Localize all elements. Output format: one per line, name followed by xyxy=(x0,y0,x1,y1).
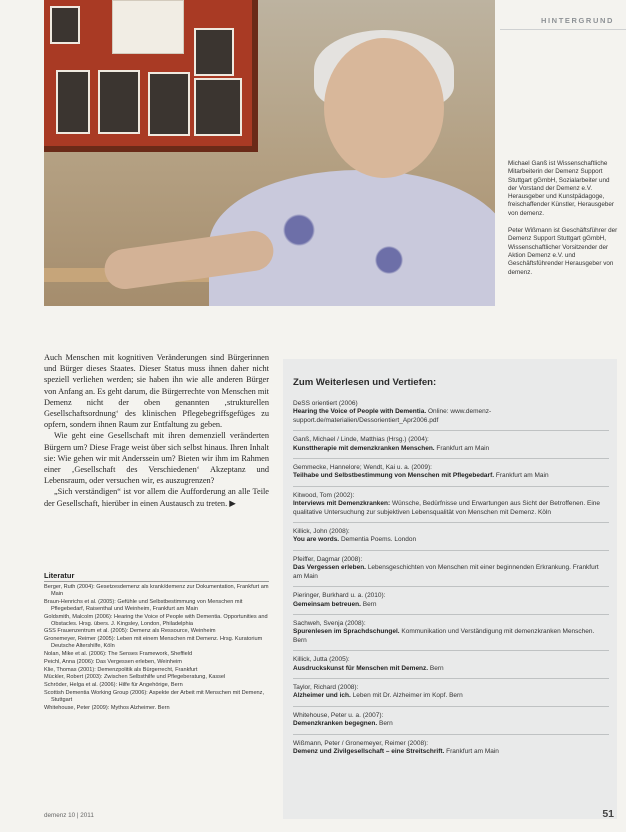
entry-title: You are words. xyxy=(293,536,340,544)
literature-item: GSS Frauenzentrum et al. (2005): Demenz als Ressource, Weinheim xyxy=(44,628,216,635)
pinned-photo xyxy=(148,72,190,136)
reading-entry xyxy=(293,492,609,523)
pinned-document xyxy=(112,0,184,54)
entry-author: Gemmecke, Hannelore; Wendt, Kai u. a. (2009): xyxy=(293,464,432,472)
pinned-photo xyxy=(194,28,234,76)
literature-rule xyxy=(44,581,269,582)
entry-author: DeSS orientiert (2006) xyxy=(293,400,358,407)
pinned-photo xyxy=(56,70,90,134)
reading-entry xyxy=(293,592,609,615)
entry-author: Kitwood, Tom (2002): xyxy=(293,491,355,499)
photo-face xyxy=(324,38,444,178)
entry-rest: Kommunikation und Verständigung mit demenzkranken Menschen. Bern xyxy=(293,628,595,644)
entry-title: Interviews mit Demenzkranken: xyxy=(293,500,391,508)
reading-entry xyxy=(293,656,609,679)
further-reading-title: Zum Weiterlesen und Vertiefen: xyxy=(293,377,437,388)
article-body xyxy=(44,352,269,509)
section-label: HINTERGRUND xyxy=(540,16,614,25)
entry-rest: Bern xyxy=(362,600,377,608)
entry-rest: Frankfurt am Main xyxy=(495,472,549,480)
author-sidebar xyxy=(508,160,620,286)
literature-item: Braun-Henrichs et al. (2005): Gefühle und Selbstbestimmung von Menschen mit Pflegebedarf, Raisenthal und Weinheim, Frankfurt am Main xyxy=(44,598,243,612)
literature-item: Mückler, Robert (2003): Zwischen Selbsthilfe und Pflegeberatung, Kassel xyxy=(44,674,226,681)
reading-entry xyxy=(293,436,609,459)
body-paragraph: Auch Menschen mit kognitiven Veränderungen sind Bürgerinnen und Bürger dieses Staates. Dieser Status muss ihnen daher nicht speziell verliehen werden; sie haben ihn wie alle anderen Bürger von Anfang an. Es geht darum, die Bürgerrechte von Menschen mit Demenz nicht der oben genannten ‚strukturellen Gesellschaftsordnung‘ des klinischen Pflegebegriffsgefüges zu opfern, sondern ihnen Raum zur Entfaltung zu geben. xyxy=(44,353,269,430)
entry-title: Teilhabe und Selbstbestimmung von Menschen mit Pflegebedarf. xyxy=(293,472,495,480)
reading-entry xyxy=(293,556,609,587)
entry-title: Hearing the Voice of People with Dementia. xyxy=(293,408,427,416)
entry-rest: Dementia Poems. London xyxy=(340,536,417,544)
literature-item: Scottish Dementia Working Group (2006): Aspekte der Arbeit mit Menschen mit Demenz, Stuttgart xyxy=(44,689,265,703)
entry-rest: Frankfurt am Main xyxy=(436,444,490,452)
literature-item: Schröder, Helga et al. (2006): Hilfe für Angehörige, Bern xyxy=(44,682,183,689)
entry-title: Ausdruckskunst für Menschen mit Demenz. xyxy=(293,664,429,672)
entry-title: Das Vergessen erleben. xyxy=(293,564,366,572)
entry-title: Demenzkranken begegnen. xyxy=(293,720,378,728)
entry-author: Whitehouse, Peter u. a. (2007): xyxy=(293,711,384,719)
entry-author: Sachweh, Svenja (2008): xyxy=(293,619,366,627)
portrait-photo xyxy=(44,0,495,306)
body-paragraph: „Sich verständigen“ ist vor allem die Aufforderung an alle Teile der Gesellschaft, hierüber in einen Austausch zu treten. ▶ xyxy=(44,487,269,508)
literature-item: Klie, Thomas (2001): Demenzpolitik als Bürgerrecht, Frankfurt xyxy=(44,666,198,673)
entry-title: Demenz und Zivilgesellschaft – eine Streitschrift. xyxy=(293,747,445,755)
entry-rest: Leben mit Dr. Alzheimer im Kopf. Bern xyxy=(352,692,463,700)
entry-rest: Frankfurt am Main xyxy=(446,747,499,755)
pinned-photo xyxy=(98,70,140,134)
entry-rest: Bern xyxy=(429,664,444,672)
entry-rest: Lebensgeschichten von Menschen mit einer beginnenden Erkrankung. Frankfurt am Main xyxy=(293,564,599,580)
entry-rest: Bern xyxy=(378,720,393,728)
reading-entry xyxy=(293,740,609,762)
further-reading-box xyxy=(283,359,617,819)
entry-author: Wißmann, Peter / Gronemeyer, Reimer (2008): xyxy=(293,739,429,747)
section-rule xyxy=(500,29,626,30)
literature-item: Nolan, Mike et al. (2006): The Senses Framework, Sheffield xyxy=(44,650,193,657)
entry-title: Kunsttherapie mit demenzkranken Menschen. xyxy=(293,444,435,452)
literature-list xyxy=(44,584,269,713)
literature-item: Peichl, Anna (2006): Das Vergessen erleben, Weinheim xyxy=(44,658,182,665)
literature-item: Whitehouse, Peter (2009): Mythos Alzheimer. Bern xyxy=(44,704,170,711)
further-reading-list xyxy=(293,400,609,766)
literature-item: Berger, Ruth (2004): Gesetzesdemenz als krank/demenz zur Dokumentation, Frankfurt am Main xyxy=(44,584,269,597)
entry-author: Ganß, Michael / Linde, Matthias (Hrsg.) (2004): xyxy=(293,436,429,444)
author-bio-wissmann: Peter Wißmann ist Geschäftsführer der Demenz Support Stuttgart gGmbH, Wissenschaftlicher Vorsitzender der Aktion Demenz e.V. und Geschäftsführender Herausgeber von demenz. xyxy=(508,227,618,276)
reading-entry xyxy=(293,620,609,651)
author-bio-ganss: Michael Ganß ist Wissenschaftliche Mitarbeiterin der Demenz Support Stuttgart gGmbH, Sozialarbeiter und der Vorstand der Demenz e.V. Herausgeber und Kunstpädagoge, freischaffender Künstler, Herausgeber von demenz. xyxy=(508,160,614,217)
photo-pinboard xyxy=(44,0,258,152)
pinned-photo xyxy=(194,78,242,136)
entry-rest: Online: www.demenz-support.de/materialien/Dessorientiert_Apr2006.pdf xyxy=(293,408,492,424)
entry-author: Pfeiffer, Dagmar (2008): xyxy=(293,555,363,563)
entry-author: Killick, John (2008): xyxy=(293,528,350,536)
literature-item: Gronemeyer, Reimer (2005): Leben mit einem Menschen mit Demenz. Hrsg. Kuratorium Deutsche Altershilfe, Köln xyxy=(44,636,263,650)
entry-title: Gemeinsam betreuen. xyxy=(293,600,361,608)
entry-title: Spurenlesen im Sprachdschungel. xyxy=(293,628,400,636)
literature-heading: Literatur xyxy=(44,571,75,580)
entry-rest: Wünsche, Bedürfnisse und Erwartungen aus Sicht der Betroffenen. Eine qualitative Untersuchung zur subjektiven Lebensqualität von Menschen mit Demenz. Köln xyxy=(293,500,601,516)
page-number: 51 xyxy=(602,808,614,820)
reading-entry xyxy=(293,464,609,487)
issue-footer: demenz 10 | 2011 xyxy=(44,812,94,819)
body-paragraph: Wie geht eine Gesellschaft mit ihren demenziell veränderten Bürgern um? Diese Frage weist über sich selbst hinaus. Ihren Inhalt sie: Wie gehen wir mit Anderssein um? Bieten wir ihm im Rahmen einer ‚Gesellschaft des Verschiedenen‘ Akzeptanz und Lebensraum, oder versuchen wir, es auszugrenzen? xyxy=(44,431,269,486)
reading-entry xyxy=(293,400,609,431)
pinned-photo xyxy=(50,6,80,44)
reading-entry xyxy=(293,684,609,707)
entry-title: Alzheimer und ich. xyxy=(293,692,351,700)
literature-item: Goldsmith, Malcolm (2006): Hearing the Voice of People with Dementia. Opportunities and Obstacles. Hrsg. übers. J. Kingsley, London, Philadelphia xyxy=(44,613,268,627)
reading-entry xyxy=(293,528,609,551)
reading-entry xyxy=(293,712,609,735)
entry-author: Pieringer, Burkhard u. a. (2010): xyxy=(293,592,386,600)
entry-author: Taylor, Richard (2008): xyxy=(293,683,359,691)
entry-author: Killick, Jutta (2005): xyxy=(293,656,350,664)
